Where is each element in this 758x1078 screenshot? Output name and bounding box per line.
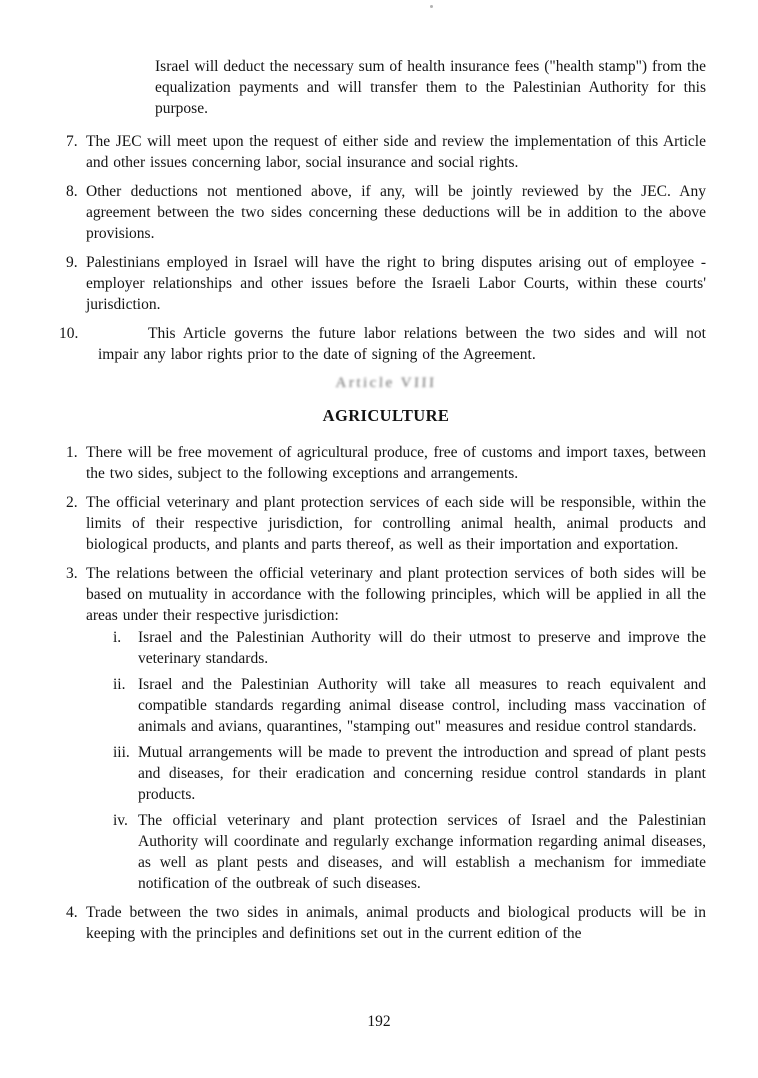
- item-number: 1.: [66, 444, 78, 461]
- item-number: 2.: [66, 494, 78, 511]
- sub-item-iv: [66, 810, 706, 894]
- section-heading: AGRICULTURE: [322, 406, 450, 425]
- item-text: The official veterinary and plant protection services of each side will be responsible, within the limits of their respective jurisdiction, for controlling animal health, animal products and biological products, and plants and parts thereof, as well as their importation and exportation.: [86, 494, 706, 553]
- item-number: iv.: [113, 812, 128, 829]
- sub-item-i: [66, 627, 706, 669]
- sub-item-ii: [66, 674, 706, 737]
- scan-artifact: [430, 5, 433, 8]
- list-item-3: [66, 563, 706, 626]
- list-item-8: [66, 181, 706, 244]
- item-number: i.: [113, 629, 122, 646]
- item-number: 4.: [66, 904, 78, 921]
- item-text: The official veterinary and plant protection services of Israel and the Palestinian Authority will coordinate and regularly exchange information regarding animal diseases, as well as plant pests and diseases, and will establish a mechanism for immediate notification of the outbreak of such diseases.: [138, 812, 706, 892]
- item-text: The JEC will meet upon the request of either side and review the implementation of this Article and other issues concerning labor, social insurance and social rights.: [86, 133, 706, 171]
- sub-item-iii: [66, 742, 706, 805]
- item-number: 3.: [66, 565, 78, 582]
- item-text: Palestinians employed in Israel will have the right to bring disputes arising out of employee - employer relationships and other issues before the Israeli Labor Courts, within these courts' jurisdiction.: [86, 254, 706, 313]
- item-text: Israel and the Palestinian Authority will take all measures to reach equivalent and compatible standards regarding animal disease control, including mass vaccination of animals and avians, quarantines, "stamping out" measures and residue control standards.: [138, 676, 706, 735]
- page-number: 192: [367, 1013, 391, 1030]
- list-item-2: [66, 492, 706, 555]
- item-number: 9.: [66, 254, 78, 271]
- item-text: Other deductions not mentioned above, if any, will be jointly reviewed by the JEC. Any agreement between the two sides concerning these deductions will be in addition to the above provisions.: [86, 183, 706, 242]
- item-number: 10.: [59, 325, 79, 342]
- item-text: This Article governs the future labor relations between the two sides and will not impair any labor rights prior to the date of signing of the Agreement.: [98, 325, 706, 363]
- item-text: The relations between the official veterinary and plant protection services of both sides will be based on mutuality in accordance with the following principles, which will be applied in all the areas under their respective jurisdiction:: [86, 565, 706, 624]
- item-text: Israel and the Palestinian Authority will do their utmost to preserve and improve the veterinary standards.: [138, 629, 706, 667]
- item-text: Trade between the two sides in animals, animal products and biological products will be in keeping with the principles and definitions set out in the current edition of the: [86, 904, 706, 942]
- item-number: ii.: [113, 676, 126, 693]
- item-number: 8.: [66, 183, 78, 200]
- list-item-10: [59, 323, 706, 365]
- list-item-1: [66, 442, 706, 484]
- list-item-7: [66, 131, 706, 173]
- item-number: 7.: [66, 133, 78, 150]
- list-item-4: [66, 902, 706, 944]
- item-number: iii.: [113, 744, 130, 761]
- continuation-paragraph: Israel will deduct the necessary sum of health insurance fees ("health stamp") from the equalization payments and will transfer them to the Palestinian Authority for this purpose.: [155, 58, 706, 117]
- item-text: Mutual arrangements will be made to prevent the introduction and spread of plant pests and diseases, for their eradication and concerning residue control standards in plant products.: [138, 744, 706, 803]
- article-heading: Article VIII: [335, 375, 437, 391]
- list-item-9: [66, 252, 706, 315]
- item-text: There will be free movement of agricultural produce, free of customs and import taxes, between the two sides, subject to the following exceptions and arrangements.: [86, 444, 706, 482]
